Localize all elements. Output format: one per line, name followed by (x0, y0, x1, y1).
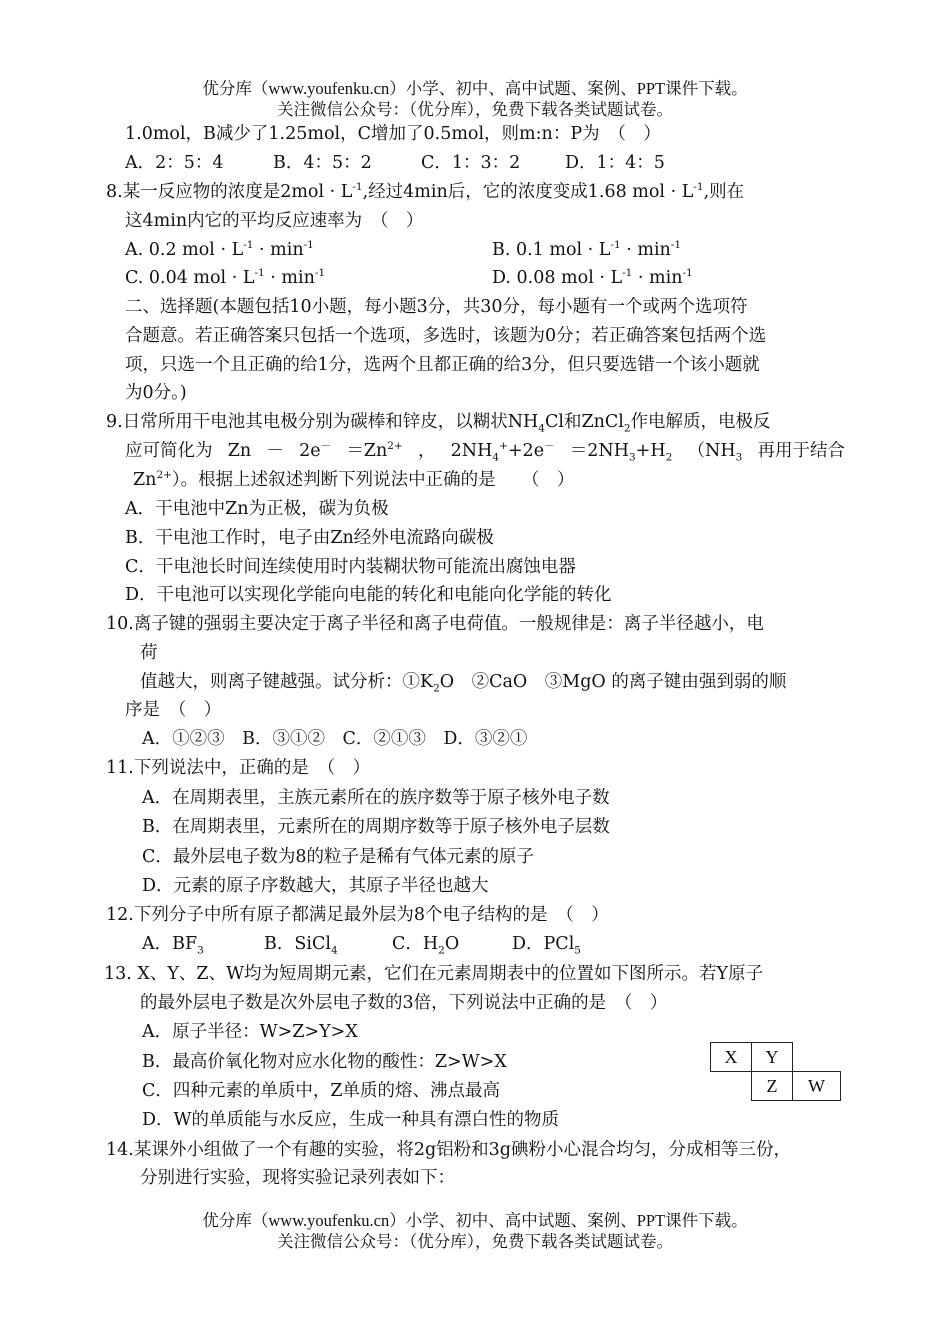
q9-option-c: C．干电池长时间连续使用时内装糊状物可能流出腐蚀电器 (125, 557, 576, 577)
q14-stem-line-2: 分别进行实验，现将实验记录列表如下： (140, 1168, 455, 1188)
q14-stem-line-1: 14.某课外小组做了一个有趣的实验，将2g铝粉和3g碘粉小心混合均匀，分成相等三份， (106, 1140, 792, 1160)
q7-option-d: D．1：4：5 (565, 153, 665, 173)
cell-w: W (792, 1071, 841, 1101)
header-line-2: 关注微信公众号：（优分库），免费下载各类试题试卷。 (277, 100, 673, 119)
q9-option-b: B．干电池工作时，电子由Zn经外电流路向碳极 (125, 528, 494, 548)
q8-option-b: B. 0.1 mol · $L^{-1} \cdot \min^{-1}$ (492, 239, 682, 260)
q12-option-d: D．PCl$_5$ (512, 934, 581, 957)
q8-stem-line-1: 8.某一反应物的浓度是$2mol \cdot L^{-1}$,经过4min后，它的浓度变成1.68 mol · $L^{-1}$,则在 (106, 181, 745, 202)
q7-option-c: C．1：3：2 (421, 153, 521, 173)
section2-heading-line-2: 合题意。若正确答案只包括一个选项，多选时，该题为0分；若正确答案包括两个选 (125, 326, 767, 346)
q10-stem-line-3: 值越大，则离子键越强。试分析：$①K_2O$ ②CaO ③MgO 的离子键由强到弱的顺 (140, 672, 787, 695)
q12-stem: 12.下列分子中所有原子都满足最外层为8个电子结构的是 （ ） (106, 905, 609, 925)
q8-stem-line-2: 这4min内它的平均反应速率为 （ ） (125, 211, 424, 231)
header-line-1: 优分库（www.youfenku.cn）小学、初中、高中试题、案例、PPT课件下载。 (202, 79, 748, 98)
page-footer (0, 1210, 950, 1252)
q8-option-d: D. 0.08 mol · $L^{-1} \cdot \min^{-1}$ (492, 267, 693, 288)
q13-option-b: B．最高价氧化物对应水化物的酸性：Z>W>X (142, 1052, 507, 1072)
q11-option-b: B．在周期表里，元素所在的周期序数等于原子核外电子层数 (142, 817, 610, 837)
section2-heading-line-3: 项，只选一个且正确的给1分，选两个且都正确的给3分，但只要选错一个该小题就 (125, 355, 760, 375)
q13-option-a: A．原子半径：W>Z>Y>X (142, 1022, 358, 1042)
q11-option-c: C．最外层电子数为8的粒子是稀有气体元素的原子 (142, 847, 535, 867)
q12-option-b: B．SiCl$_4$ (264, 934, 338, 957)
q12-option-c: C．$H_2O$ (392, 934, 460, 957)
q13-stem-line-2: 的最外层电子数是次外层电子数的3倍，下列说法中正确的是 （ ） (140, 993, 668, 1013)
cell-y: Y (751, 1042, 793, 1072)
section2-heading-line-4: 为0分。) (125, 383, 187, 403)
q8-option-a: A. 0.2 mol · $L^{-1} \cdot \min^{-1}$ (125, 239, 314, 260)
q11-option-a: A．在周期表里，主族元素所在的族序数等于原子核外电子数 (142, 788, 610, 808)
q10-stem-line-1: 10.离子键的强弱主要决定于离子半径和离子电荷值。一般规律是：离子半径越小，电 (106, 614, 764, 634)
q9-option-a: A．干电池中Zn为正极，碳为负极 (125, 499, 389, 519)
q10-options: A．①②③ B．③①② C．②①③ D．③②① (142, 729, 528, 749)
q10-stem-line-4: 序是 （ ） (125, 700, 222, 720)
section2-heading-line-1: 二、选择题(本题包括10小题，每小题3分，共30分，每小题有一个或两个选项符 (125, 297, 748, 317)
cell-z: Z (751, 1071, 793, 1101)
q11-stem: 11.下列说法中，正确的是 （ ） (106, 758, 371, 778)
q9-stem-line-3: $Zn^{2+}$）。根据上述叙述判断下列说法中正确的是 （ ） (133, 469, 575, 490)
q13-option-d: D．W的单质能与水反应，生成一种具有漂白性的物质 (142, 1110, 560, 1130)
q10-stem-line-2: 荷 (140, 643, 158, 663)
q7-option-a: A．2：5：4 (125, 153, 224, 173)
q7-option-b: B．4：5：2 (273, 153, 372, 173)
periodic-table-fragment (710, 1042, 841, 1104)
cell-x: X (710, 1042, 752, 1072)
footer-line-2: 关注微信公众号：（优分库），免费下载各类试题试卷。 (277, 1232, 673, 1251)
footer-line-1: 优分库（www.youfenku.cn）小学、初中、高中试题、案例、PPT课件下载。 (202, 1211, 748, 1230)
q11-option-d: D．元素的原子序数越大，其原子半径也越大 (142, 876, 489, 896)
q9-option-d: D．干电池可以实现化学能向电能的转化和电能向化学能的转化 (125, 585, 612, 605)
q9-stem-line-1: 9.日常所用干电池其电极分别为碳棒和锌皮，以糊状$NH_4Cl$和ZnCl$_2$作电解质，电极反 (106, 412, 771, 435)
q13-stem-line-1: 13. X、Y、Z、W均为短周期元素，它们在元素周期表中的位置如下图所示。若Y原子 (104, 964, 764, 984)
q12-options (142, 932, 581, 956)
page-header (0, 78, 950, 120)
q9-stem-line-2: 应可简化为 Zn － 2e－ $=Zn^{2+}$ ， $2NH_4^++2e^-$ $=2NH_3+H_2$ （$NH_3$ 再用于结合 (125, 440, 845, 464)
q8-option-c: C. 0.04 mol · $L^{-1} \cdot \min^{-1}$ (125, 267, 326, 288)
q7-options (125, 151, 665, 175)
q13-option-c: C．四种元素的单质中，Z单质的熔、沸点最高 (142, 1081, 501, 1101)
q12-option-a: A．$BF_3$ (142, 934, 204, 957)
q7-continuation: 1.0mol，B减少了1.25mol，C增加了0.5mol，则m:n：P为 （ ） (125, 124, 661, 144)
